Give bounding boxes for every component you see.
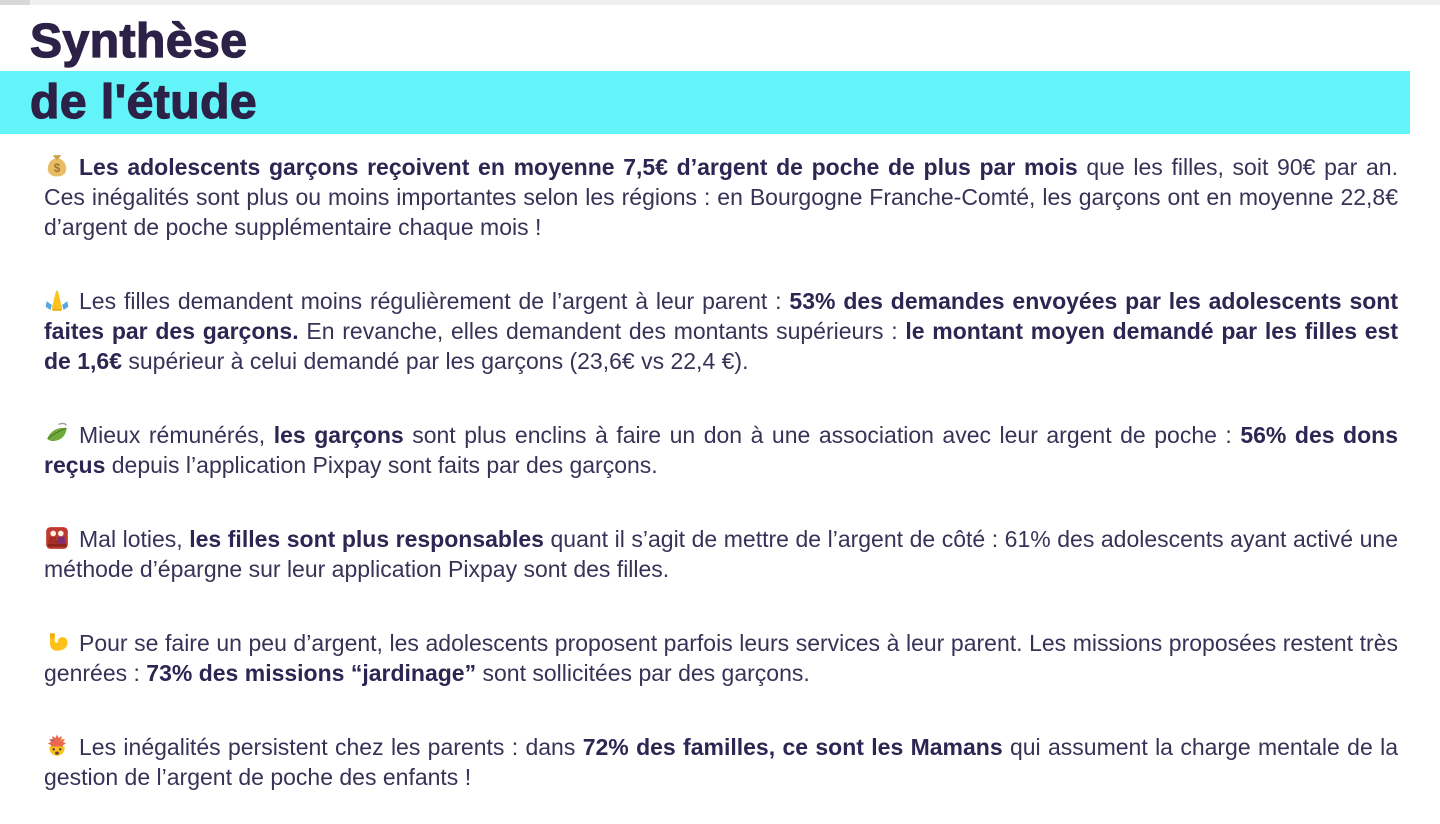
paragraph-text: supérieur à celui demandé par les garçons (23,6€ vs 22,4 €). (122, 348, 749, 374)
paragraph-text: Mal loties, (79, 526, 190, 552)
paragraph (44, 152, 1398, 242)
content (0, 134, 1440, 792)
paragraph-text: que les filles, soit 90€ par an. Ces inégalités sont plus ou moins importantes selon les régions : en Bourgogne Franche-Comté, les garçons ont en moyenne 22,8€ d’argent de poche supplémentaire chaque mois ! (44, 154, 1398, 240)
paragraph-text: sont plus enclins à faire un don à une association avec leur argent de poche : (403, 422, 1241, 448)
paragraph (44, 420, 1398, 480)
paragraph-text: Les filles demandent moins régulièrement de l’argent à leur parent : (79, 288, 790, 314)
paragraph-bold-text: 53% des demandes envoyées par les adolescents sont faites par des garçons. (44, 288, 1398, 344)
paragraph (44, 732, 1398, 792)
page-title-line1: Synthèse (30, 15, 248, 68)
paragraph (44, 628, 1398, 688)
header (0, 5, 1440, 134)
paragraph (44, 524, 1398, 584)
folded-hands-emoji (44, 287, 70, 313)
paragraph-bold-text: le montant moyen demandé par les filles est de 1,6€ (44, 318, 1399, 374)
japanese-dolls-emoji (44, 525, 70, 551)
page-title-line2: de l'étude (30, 76, 258, 129)
exploding-head-emoji (44, 733, 70, 759)
paragraph-text: qui assument la charge mentale de la gestion de l’argent de poche des enfants ! (44, 734, 1398, 790)
paragraph-text: Pour se faire un peu d’argent, les adolescents proposent parfois leurs services à leur parent. Les missions proposées restent très genrées : (44, 630, 1398, 686)
paragraph-text: Les inégalités persistent chez les parents : dans (79, 734, 583, 760)
paragraph (44, 286, 1398, 376)
paragraph-bold-text: 56% des dons reçus (44, 422, 1398, 478)
paragraph-text: En revanche, elles demandent des montants supérieurs : (298, 318, 906, 344)
title-highlight-band (0, 71, 1410, 134)
flexed-biceps-emoji (44, 629, 70, 655)
paragraph-bold-text: les filles sont plus responsables (189, 526, 544, 552)
paragraph-text: depuis l’application Pixpay sont faits par des garçons. (105, 452, 658, 478)
top-strip-left (0, 0, 30, 5)
moneybag-emoji (44, 153, 70, 179)
paragraph-text: Mieux rémunérés, (79, 422, 274, 448)
paragraph-text: sont sollicitées par des garçons. (476, 660, 810, 686)
leaf-emoji (44, 421, 70, 447)
paragraph-bold-text: 72% des familles, ce sont les Mamans (582, 734, 1003, 760)
paragraph-bold-text: les garçons (273, 422, 404, 448)
top-strip (0, 0, 1440, 5)
paragraph-bold-text: 73% des missions “jardinage” (146, 660, 477, 686)
svg-text:$: $ (53, 160, 61, 175)
paragraph-text: quant il s’agit de mettre de l’argent de côté : 61% des adolescents ayant activé une méthode d’épargne sur leur application Pixpay sont des filles. (44, 526, 1398, 582)
paragraph-bold-text: Les adolescents garçons reçoivent en moyenne 7,5€ d’argent de poche de plus par mois (79, 154, 1078, 180)
